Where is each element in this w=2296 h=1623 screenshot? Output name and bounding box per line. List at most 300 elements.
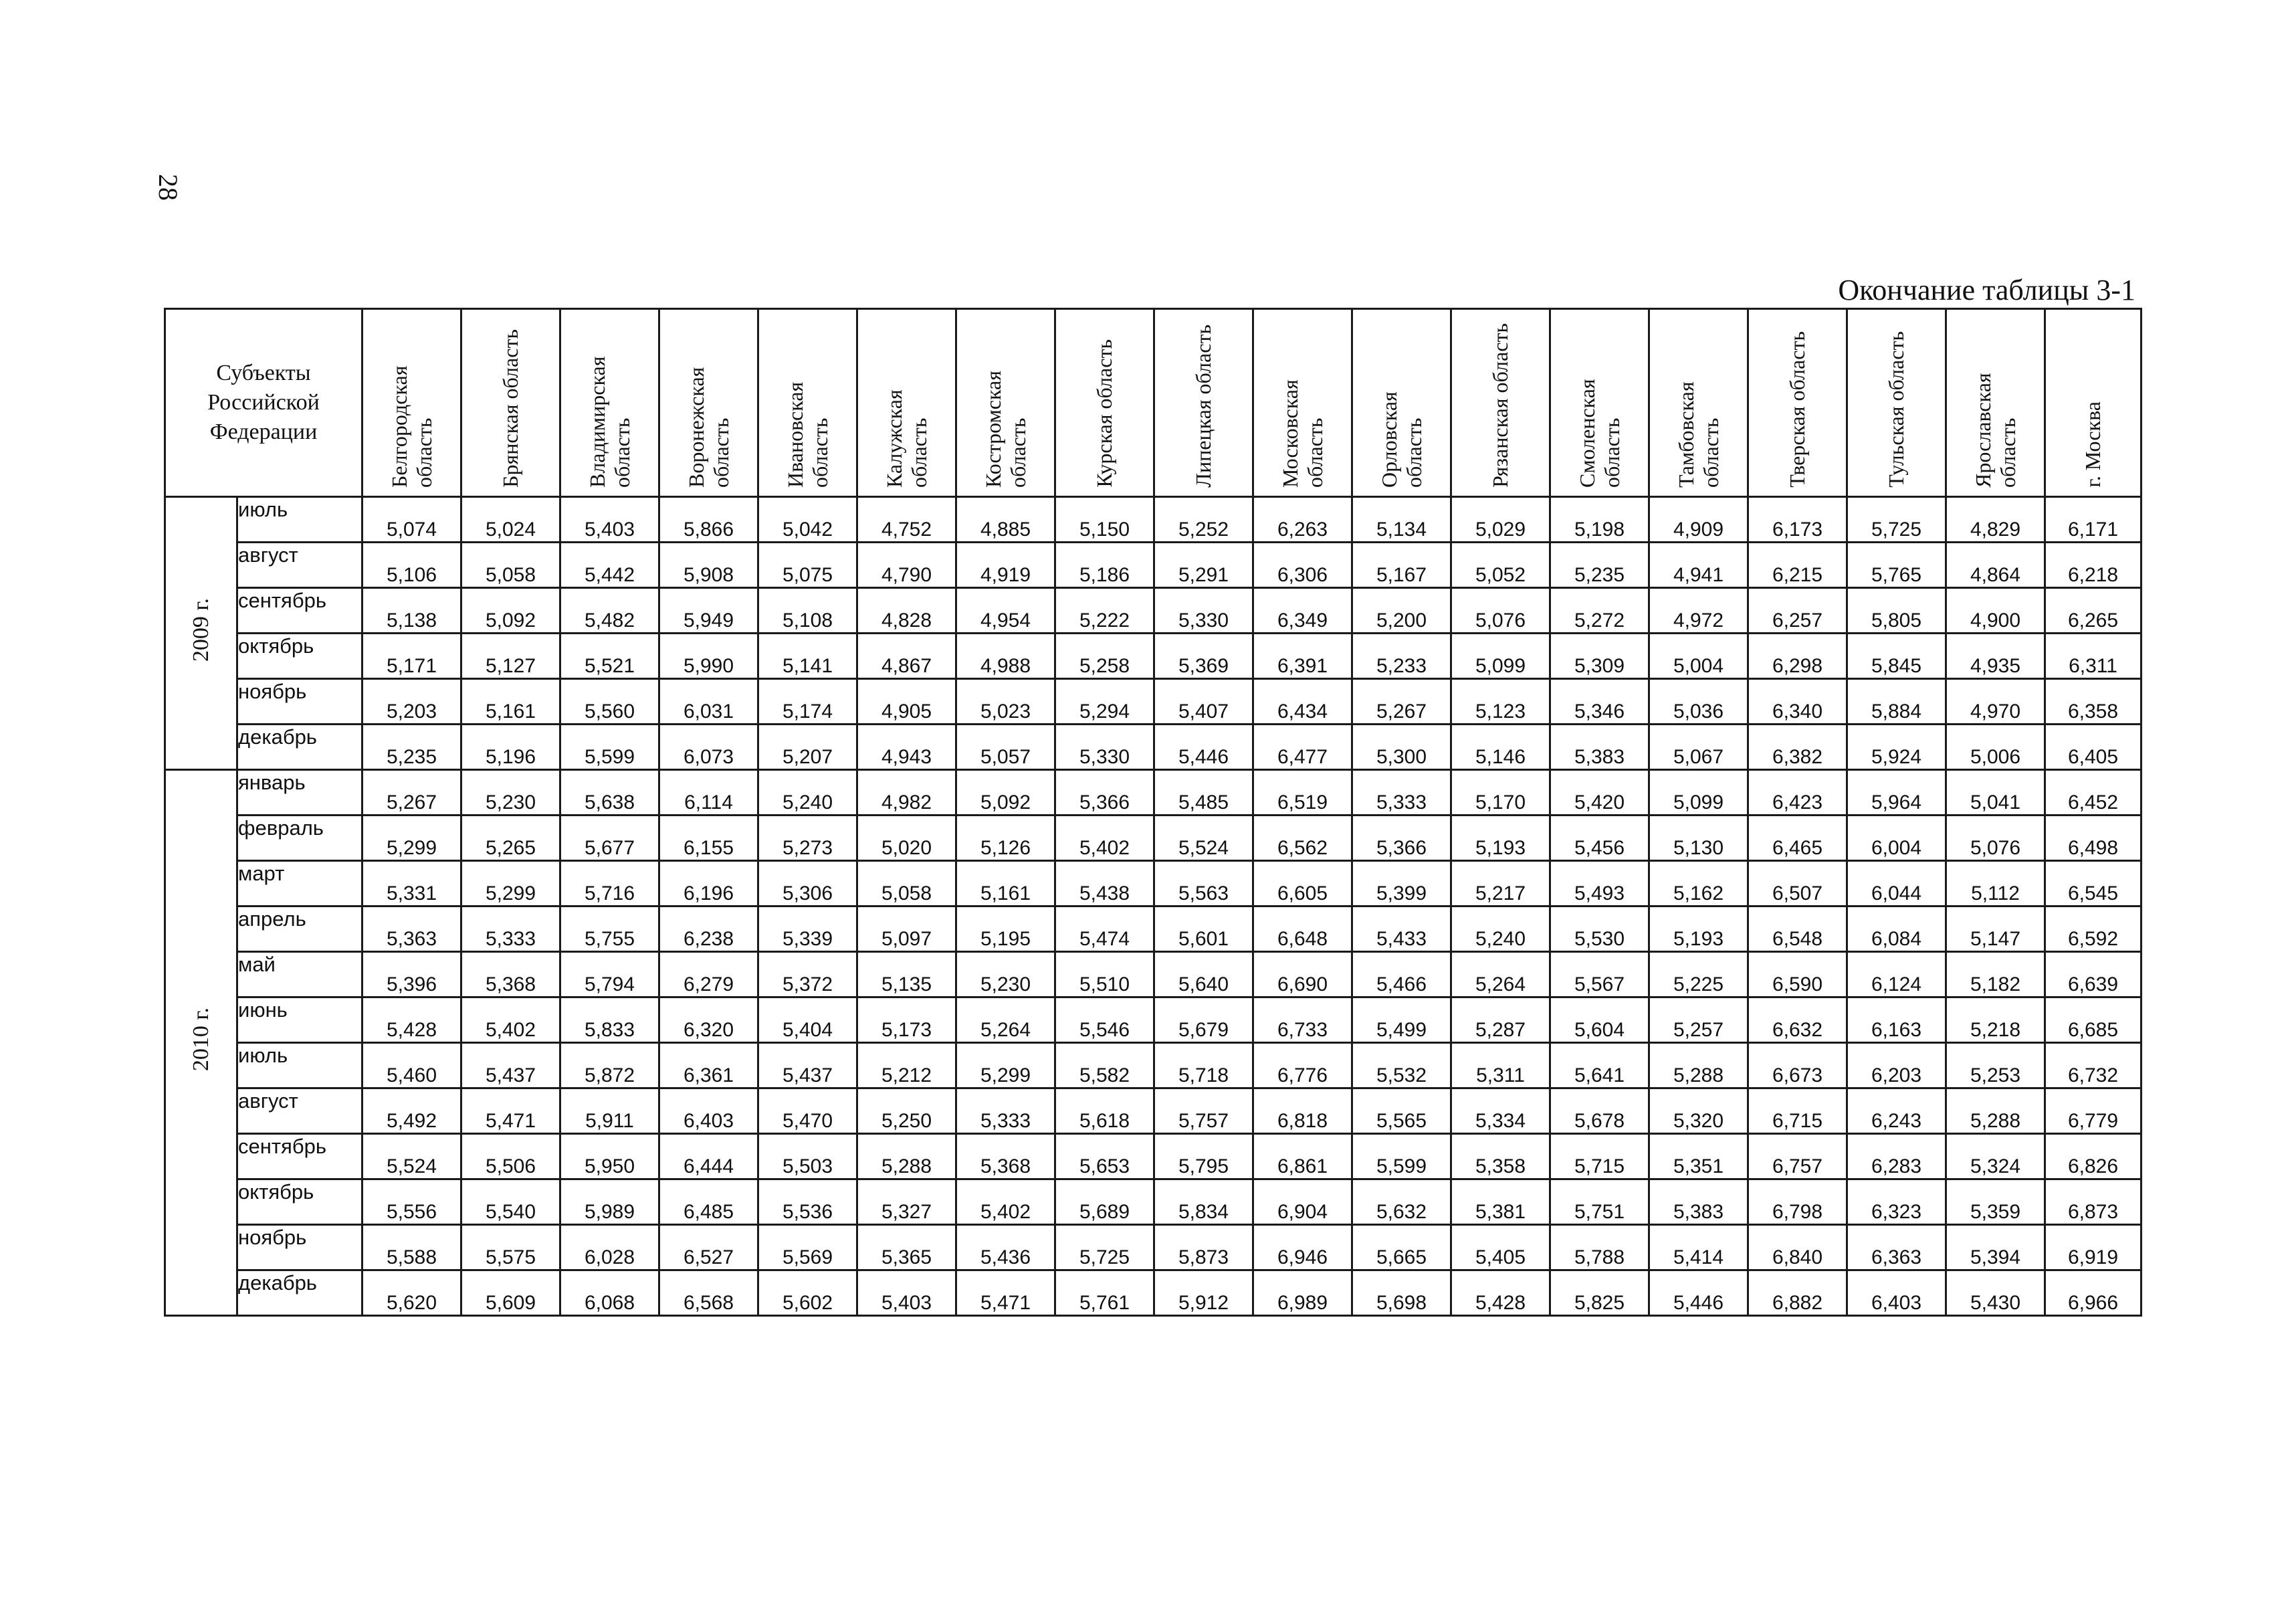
value-cell: 6,114: [659, 770, 758, 816]
value-cell: 5,067: [1649, 725, 1748, 770]
region-header-label: Калужская область: [881, 389, 931, 488]
table-row: [165, 1043, 2142, 1088]
region-header-label: г. Москва: [2081, 401, 2105, 488]
region-header-label: Смоленская область: [1574, 379, 1624, 488]
value-cell: 6,173: [1748, 497, 1847, 543]
value-cell: 5,825: [1550, 1270, 1649, 1316]
table-row: [165, 543, 2142, 588]
value-cell: 5,339: [758, 906, 857, 952]
value-cell: 6,507: [1748, 861, 1847, 906]
value-cell: 5,057: [956, 725, 1055, 770]
value-cell: 5,604: [1550, 997, 1649, 1043]
region-header-label: Костромская область: [980, 371, 1030, 488]
value-cell: 6,340: [1748, 679, 1847, 725]
value-cell: 5,524: [1154, 816, 1253, 861]
value-cell: 5,167: [1352, 543, 1451, 588]
value-cell: 4,829: [1946, 497, 2045, 543]
value-cell: 5,058: [461, 543, 560, 588]
table-row: [165, 1134, 2142, 1179]
value-cell: 6,818: [1253, 1088, 1352, 1134]
month-cell: август: [237, 1088, 362, 1134]
value-cell: 5,788: [1550, 1225, 1649, 1270]
value-cell: 5,076: [1946, 816, 2045, 861]
value-cell: 4,943: [857, 725, 956, 770]
value-cell: 5,446: [1649, 1270, 1748, 1316]
value-cell: 6,592: [2045, 906, 2142, 952]
value-cell: 5,265: [461, 816, 560, 861]
value-cell: 6,084: [1847, 906, 1946, 952]
value-cell: 5,299: [362, 816, 461, 861]
value-cell: 5,287: [1451, 997, 1550, 1043]
value-cell: 5,020: [857, 816, 956, 861]
value-cell: 4,935: [1946, 634, 2045, 679]
value-cell: 6,403: [1847, 1270, 1946, 1316]
value-cell: 5,794: [560, 952, 659, 997]
value-cell: 5,632: [1352, 1179, 1451, 1225]
value-cell: 6,218: [2045, 543, 2142, 588]
header-row: [165, 309, 2142, 497]
value-cell: 5,161: [461, 679, 560, 725]
value-cell: 4,970: [1946, 679, 2045, 725]
value-cell: 5,097: [857, 906, 956, 952]
table-row: [165, 497, 2142, 543]
value-cell: 6,171: [2045, 497, 2142, 543]
value-cell: 6,361: [659, 1043, 758, 1088]
value-cell: 4,988: [956, 634, 1055, 679]
value-cell: 6,776: [1253, 1043, 1352, 1088]
value-cell: 6,068: [560, 1270, 659, 1316]
value-cell: 6,685: [2045, 997, 2142, 1043]
value-cell: 5,253: [1946, 1043, 2045, 1088]
value-cell: 6,349: [1253, 588, 1352, 634]
value-cell: 5,493: [1550, 861, 1649, 906]
value-cell: 6,590: [1748, 952, 1847, 997]
value-cell: 6,465: [1748, 816, 1847, 861]
value-cell: 5,679: [1154, 997, 1253, 1043]
value-cell: 6,257: [1748, 588, 1847, 634]
value-cell: 5,521: [560, 634, 659, 679]
value-cell: 5,217: [1451, 861, 1550, 906]
value-cell: 5,506: [461, 1134, 560, 1179]
table-row: [165, 816, 2142, 861]
value-cell: 6,298: [1748, 634, 1847, 679]
value-cell: 5,333: [956, 1088, 1055, 1134]
value-cell: 5,653: [1055, 1134, 1154, 1179]
value-cell: 5,138: [362, 588, 461, 634]
value-cell: 5,123: [1451, 679, 1550, 725]
value-cell: 5,908: [659, 543, 758, 588]
value-cell: 5,437: [461, 1043, 560, 1088]
value-cell: 5,638: [560, 770, 659, 816]
value-cell: 6,840: [1748, 1225, 1847, 1270]
value-cell: 5,471: [461, 1088, 560, 1134]
value-cell: 6,196: [659, 861, 758, 906]
value-cell: 4,900: [1946, 588, 2045, 634]
value-cell: 5,267: [362, 770, 461, 816]
value-cell: 5,403: [857, 1270, 956, 1316]
value-cell: 4,905: [857, 679, 956, 725]
year-label: 2010 г.: [188, 1008, 213, 1072]
value-cell: 5,299: [956, 1043, 1055, 1088]
value-cell: 5,299: [461, 861, 560, 906]
value-cell: 6,732: [2045, 1043, 2142, 1088]
value-cell: 5,368: [956, 1134, 1055, 1179]
value-cell: 5,641: [1550, 1043, 1649, 1088]
value-cell: 5,438: [1055, 861, 1154, 906]
value-cell: 5,396: [362, 952, 461, 997]
value-cell: 6,605: [1253, 861, 1352, 906]
value-cell: 5,599: [560, 725, 659, 770]
value-cell: 6,715: [1748, 1088, 1847, 1134]
value-cell: 5,330: [1055, 725, 1154, 770]
value-cell: 5,582: [1055, 1043, 1154, 1088]
value-cell: 5,715: [1550, 1134, 1649, 1179]
value-cell: 5,311: [1451, 1043, 1550, 1088]
month-cell: июнь: [237, 997, 362, 1043]
value-cell: 5,264: [956, 997, 1055, 1043]
value-cell: 5,949: [659, 588, 758, 634]
value-cell: 5,186: [1055, 543, 1154, 588]
value-cell: 5,076: [1451, 588, 1550, 634]
value-cell: 6,028: [560, 1225, 659, 1270]
value-cell: 5,099: [1649, 770, 1748, 816]
value-cell: 5,250: [857, 1088, 956, 1134]
value-cell: 6,263: [1253, 497, 1352, 543]
value-cell: 5,130: [1649, 816, 1748, 861]
table-row: [165, 770, 2142, 816]
value-cell: 5,267: [1352, 679, 1451, 725]
value-cell: 5,407: [1154, 679, 1253, 725]
data-table: [164, 308, 2142, 1317]
value-cell: 5,330: [1154, 588, 1253, 634]
value-cell: 5,346: [1550, 679, 1649, 725]
value-cell: 4,941: [1649, 543, 1748, 588]
year-cell: [165, 497, 237, 770]
value-cell: 5,112: [1946, 861, 2045, 906]
value-cell: 4,828: [857, 588, 956, 634]
value-cell: 5,320: [1649, 1088, 1748, 1134]
value-cell: 5,203: [362, 679, 461, 725]
value-cell: 6,919: [2045, 1225, 2142, 1270]
value-cell: 5,134: [1352, 497, 1451, 543]
month-cell: май: [237, 952, 362, 997]
region-header-label: Орловская область: [1376, 391, 1426, 488]
value-cell: 5,358: [1451, 1134, 1550, 1179]
value-cell: 5,174: [758, 679, 857, 725]
month-cell: ноябрь: [237, 1225, 362, 1270]
value-cell: 5,225: [1649, 952, 1748, 997]
value-cell: 6,826: [2045, 1134, 2142, 1179]
value-cell: 6,873: [2045, 1179, 2142, 1225]
month-cell: июль: [237, 1043, 362, 1088]
value-cell: 6,757: [1748, 1134, 1847, 1179]
value-cell: 5,640: [1154, 952, 1253, 997]
value-cell: 4,885: [956, 497, 1055, 543]
value-cell: 5,924: [1847, 725, 1946, 770]
value-cell: 5,200: [1352, 588, 1451, 634]
value-cell: 4,790: [857, 543, 956, 588]
value-cell: 5,725: [1847, 497, 1946, 543]
region-header: [1055, 309, 1154, 497]
table-row: [165, 1179, 2142, 1225]
value-cell: 6,639: [2045, 952, 2142, 997]
value-cell: 5,524: [362, 1134, 461, 1179]
region-header-label: Тверская область: [1785, 331, 1810, 488]
value-cell: 6,311: [2045, 634, 2142, 679]
value-cell: 5,989: [560, 1179, 659, 1225]
value-cell: 6,966: [2045, 1270, 2142, 1316]
value-cell: 5,042: [758, 497, 857, 543]
value-cell: 5,446: [1154, 725, 1253, 770]
region-header: [857, 309, 956, 497]
value-cell: 6,323: [1847, 1179, 1946, 1225]
month-cell: август: [237, 543, 362, 588]
value-cell: 5,074: [362, 497, 461, 543]
value-cell: 5,023: [956, 679, 1055, 725]
value-cell: 4,867: [857, 634, 956, 679]
value-cell: 5,499: [1352, 997, 1451, 1043]
value-cell: 5,540: [461, 1179, 560, 1225]
value-cell: 6,444: [659, 1134, 758, 1179]
value-cell: 5,556: [362, 1179, 461, 1225]
value-cell: 5,560: [560, 679, 659, 725]
value-cell: 5,092: [956, 770, 1055, 816]
value-cell: 5,430: [1946, 1270, 2045, 1316]
value-cell: 6,358: [2045, 679, 2142, 725]
value-cell: 5,405: [1451, 1225, 1550, 1270]
value-cell: 5,252: [1154, 497, 1253, 543]
value-cell: 5,288: [857, 1134, 956, 1179]
month-cell: декабрь: [237, 725, 362, 770]
value-cell: 5,482: [560, 588, 659, 634]
year-label: 2009 г.: [188, 598, 213, 662]
value-cell: 5,402: [1055, 816, 1154, 861]
value-cell: 5,058: [857, 861, 956, 906]
value-cell: 5,306: [758, 861, 857, 906]
value-cell: 5,471: [956, 1270, 1055, 1316]
value-cell: 5,503: [758, 1134, 857, 1179]
value-cell: 5,567: [1550, 952, 1649, 997]
value-cell: 5,599: [1352, 1134, 1451, 1179]
value-cell: 5,442: [560, 543, 659, 588]
value-cell: 6,545: [2045, 861, 2142, 906]
region-header-label: Тамбовская область: [1673, 381, 1723, 488]
month-cell: февраль: [237, 816, 362, 861]
value-cell: 5,833: [560, 997, 659, 1043]
region-header: [758, 309, 857, 497]
value-cell: 5,911: [560, 1088, 659, 1134]
table-row: [165, 906, 2142, 952]
value-cell: 5,602: [758, 1270, 857, 1316]
value-cell: 5,272: [1550, 588, 1649, 634]
month-cell: октябрь: [237, 634, 362, 679]
value-cell: 6,320: [659, 997, 758, 1043]
value-cell: 5,677: [560, 816, 659, 861]
month-cell: июль: [237, 497, 362, 543]
table-body: [165, 497, 2142, 1316]
value-cell: 6,673: [1748, 1043, 1847, 1088]
value-cell: 5,193: [1649, 906, 1748, 952]
value-cell: 5,182: [1946, 952, 2045, 997]
value-cell: 5,141: [758, 634, 857, 679]
value-cell: 6,124: [1847, 952, 1946, 997]
value-cell: 5,173: [857, 997, 956, 1043]
value-cell: 5,198: [1550, 497, 1649, 543]
region-header-label: Курская область: [1092, 339, 1117, 488]
region-header: [1550, 309, 1649, 497]
value-cell: 5,372: [758, 952, 857, 997]
value-cell: 5,146: [1451, 725, 1550, 770]
value-cell: 5,485: [1154, 770, 1253, 816]
table-row: [165, 952, 2142, 997]
value-cell: 5,368: [461, 952, 560, 997]
month-cell: апрель: [237, 906, 362, 952]
value-cell: 4,864: [1946, 543, 2045, 588]
value-cell: 5,751: [1550, 1179, 1649, 1225]
value-cell: 5,331: [362, 861, 461, 906]
region-header-label: Рязанская область: [1488, 323, 1513, 488]
value-cell: 5,761: [1055, 1270, 1154, 1316]
value-cell: 5,456: [1550, 816, 1649, 861]
region-header: [2045, 309, 2142, 497]
value-cell: 5,725: [1055, 1225, 1154, 1270]
value-cell: 4,982: [857, 770, 956, 816]
value-cell: 5,795: [1154, 1134, 1253, 1179]
value-cell: 5,757: [1154, 1088, 1253, 1134]
value-cell: 5,437: [758, 1043, 857, 1088]
value-cell: 6,363: [1847, 1225, 1946, 1270]
value-cell: 5,618: [1055, 1088, 1154, 1134]
value-cell: 5,036: [1649, 679, 1748, 725]
value-cell: 5,470: [758, 1088, 857, 1134]
value-cell: 5,575: [461, 1225, 560, 1270]
value-cell: 5,075: [758, 543, 857, 588]
value-cell: 5,884: [1847, 679, 1946, 725]
table-caption: Окончание таблицы 3-1: [1838, 274, 2135, 306]
month-cell: декабрь: [237, 1270, 362, 1316]
value-cell: 6,044: [1847, 861, 1946, 906]
value-cell: 5,333: [461, 906, 560, 952]
value-cell: 5,147: [1946, 906, 2045, 952]
value-cell: 6,690: [1253, 952, 1352, 997]
value-cell: 5,359: [1946, 1179, 2045, 1225]
value-cell: 5,029: [1451, 497, 1550, 543]
value-cell: 5,161: [956, 861, 1055, 906]
region-header-label: Воронежская область: [684, 367, 733, 488]
value-cell: 5,099: [1451, 634, 1550, 679]
value-cell: 5,327: [857, 1179, 956, 1225]
value-cell: 5,108: [758, 588, 857, 634]
value-cell: 5,218: [1946, 997, 2045, 1043]
region-header-label: Владимирская область: [585, 356, 634, 488]
value-cell: 5,351: [1649, 1134, 1748, 1179]
value-cell: 6,946: [1253, 1225, 1352, 1270]
region-header: [1253, 309, 1352, 497]
value-cell: 5,196: [461, 725, 560, 770]
value-cell: 6,498: [2045, 816, 2142, 861]
region-header-label: Московская область: [1277, 379, 1327, 488]
value-cell: 5,300: [1352, 725, 1451, 770]
table-row: [165, 1225, 2142, 1270]
value-cell: 6,405: [2045, 725, 2142, 770]
region-header: [362, 309, 461, 497]
value-cell: 5,716: [560, 861, 659, 906]
value-cell: 6,265: [2045, 588, 2142, 634]
value-cell: 5,162: [1649, 861, 1748, 906]
value-cell: 5,402: [956, 1179, 1055, 1225]
value-cell: 5,106: [362, 543, 461, 588]
value-cell: 5,588: [362, 1225, 461, 1270]
value-cell: 5,718: [1154, 1043, 1253, 1088]
value-cell: 5,288: [1946, 1088, 2045, 1134]
value-cell: 6,527: [659, 1225, 758, 1270]
value-cell: 5,428: [362, 997, 461, 1043]
value-cell: 6,989: [1253, 1270, 1352, 1316]
value-cell: 4,954: [956, 588, 1055, 634]
month-cell: сентябрь: [237, 588, 362, 634]
value-cell: 5,474: [1055, 906, 1154, 952]
region-header: [1649, 309, 1748, 497]
value-cell: 5,222: [1055, 588, 1154, 634]
value-cell: 5,678: [1550, 1088, 1649, 1134]
value-cell: 6,283: [1847, 1134, 1946, 1179]
value-cell: 6,733: [1253, 997, 1352, 1043]
table-row: [165, 1270, 2142, 1316]
region-header: [1847, 309, 1946, 497]
value-cell: 5,383: [1550, 725, 1649, 770]
value-cell: 5,964: [1847, 770, 1946, 816]
value-cell: 4,972: [1649, 588, 1748, 634]
region-header-label: Ивановская область: [782, 381, 832, 488]
value-cell: 5,460: [362, 1043, 461, 1088]
value-cell: 5,258: [1055, 634, 1154, 679]
value-cell: 5,436: [956, 1225, 1055, 1270]
value-cell: 5,399: [1352, 861, 1451, 906]
table-row: [165, 1088, 2142, 1134]
value-cell: 6,403: [659, 1088, 758, 1134]
value-cell: 5,126: [956, 816, 1055, 861]
value-cell: 5,004: [1649, 634, 1748, 679]
value-cell: 6,155: [659, 816, 758, 861]
value-cell: 5,805: [1847, 588, 1946, 634]
value-cell: 6,548: [1748, 906, 1847, 952]
month-cell: ноябрь: [237, 679, 362, 725]
value-cell: 5,689: [1055, 1179, 1154, 1225]
value-cell: 5,665: [1352, 1225, 1451, 1270]
value-cell: 5,294: [1055, 679, 1154, 725]
value-cell: 5,755: [560, 906, 659, 952]
value-cell: 5,536: [758, 1179, 857, 1225]
value-cell: 6,904: [1253, 1179, 1352, 1225]
table-row: [165, 997, 2142, 1043]
value-cell: 5,912: [1154, 1270, 1253, 1316]
value-cell: 5,309: [1550, 634, 1649, 679]
page-number: 28: [153, 174, 184, 201]
value-cell: 5,273: [758, 816, 857, 861]
value-cell: 5,698: [1352, 1270, 1451, 1316]
table-row: [165, 861, 2142, 906]
value-cell: 5,510: [1055, 952, 1154, 997]
month-cell: март: [237, 861, 362, 906]
value-cell: 5,193: [1451, 816, 1550, 861]
value-cell: 4,752: [857, 497, 956, 543]
value-cell: 5,333: [1352, 770, 1451, 816]
value-cell: 6,648: [1253, 906, 1352, 952]
value-cell: 6,477: [1253, 725, 1352, 770]
value-cell: 5,366: [1352, 816, 1451, 861]
value-cell: 5,394: [1946, 1225, 2045, 1270]
value-cell: 6,279: [659, 952, 758, 997]
